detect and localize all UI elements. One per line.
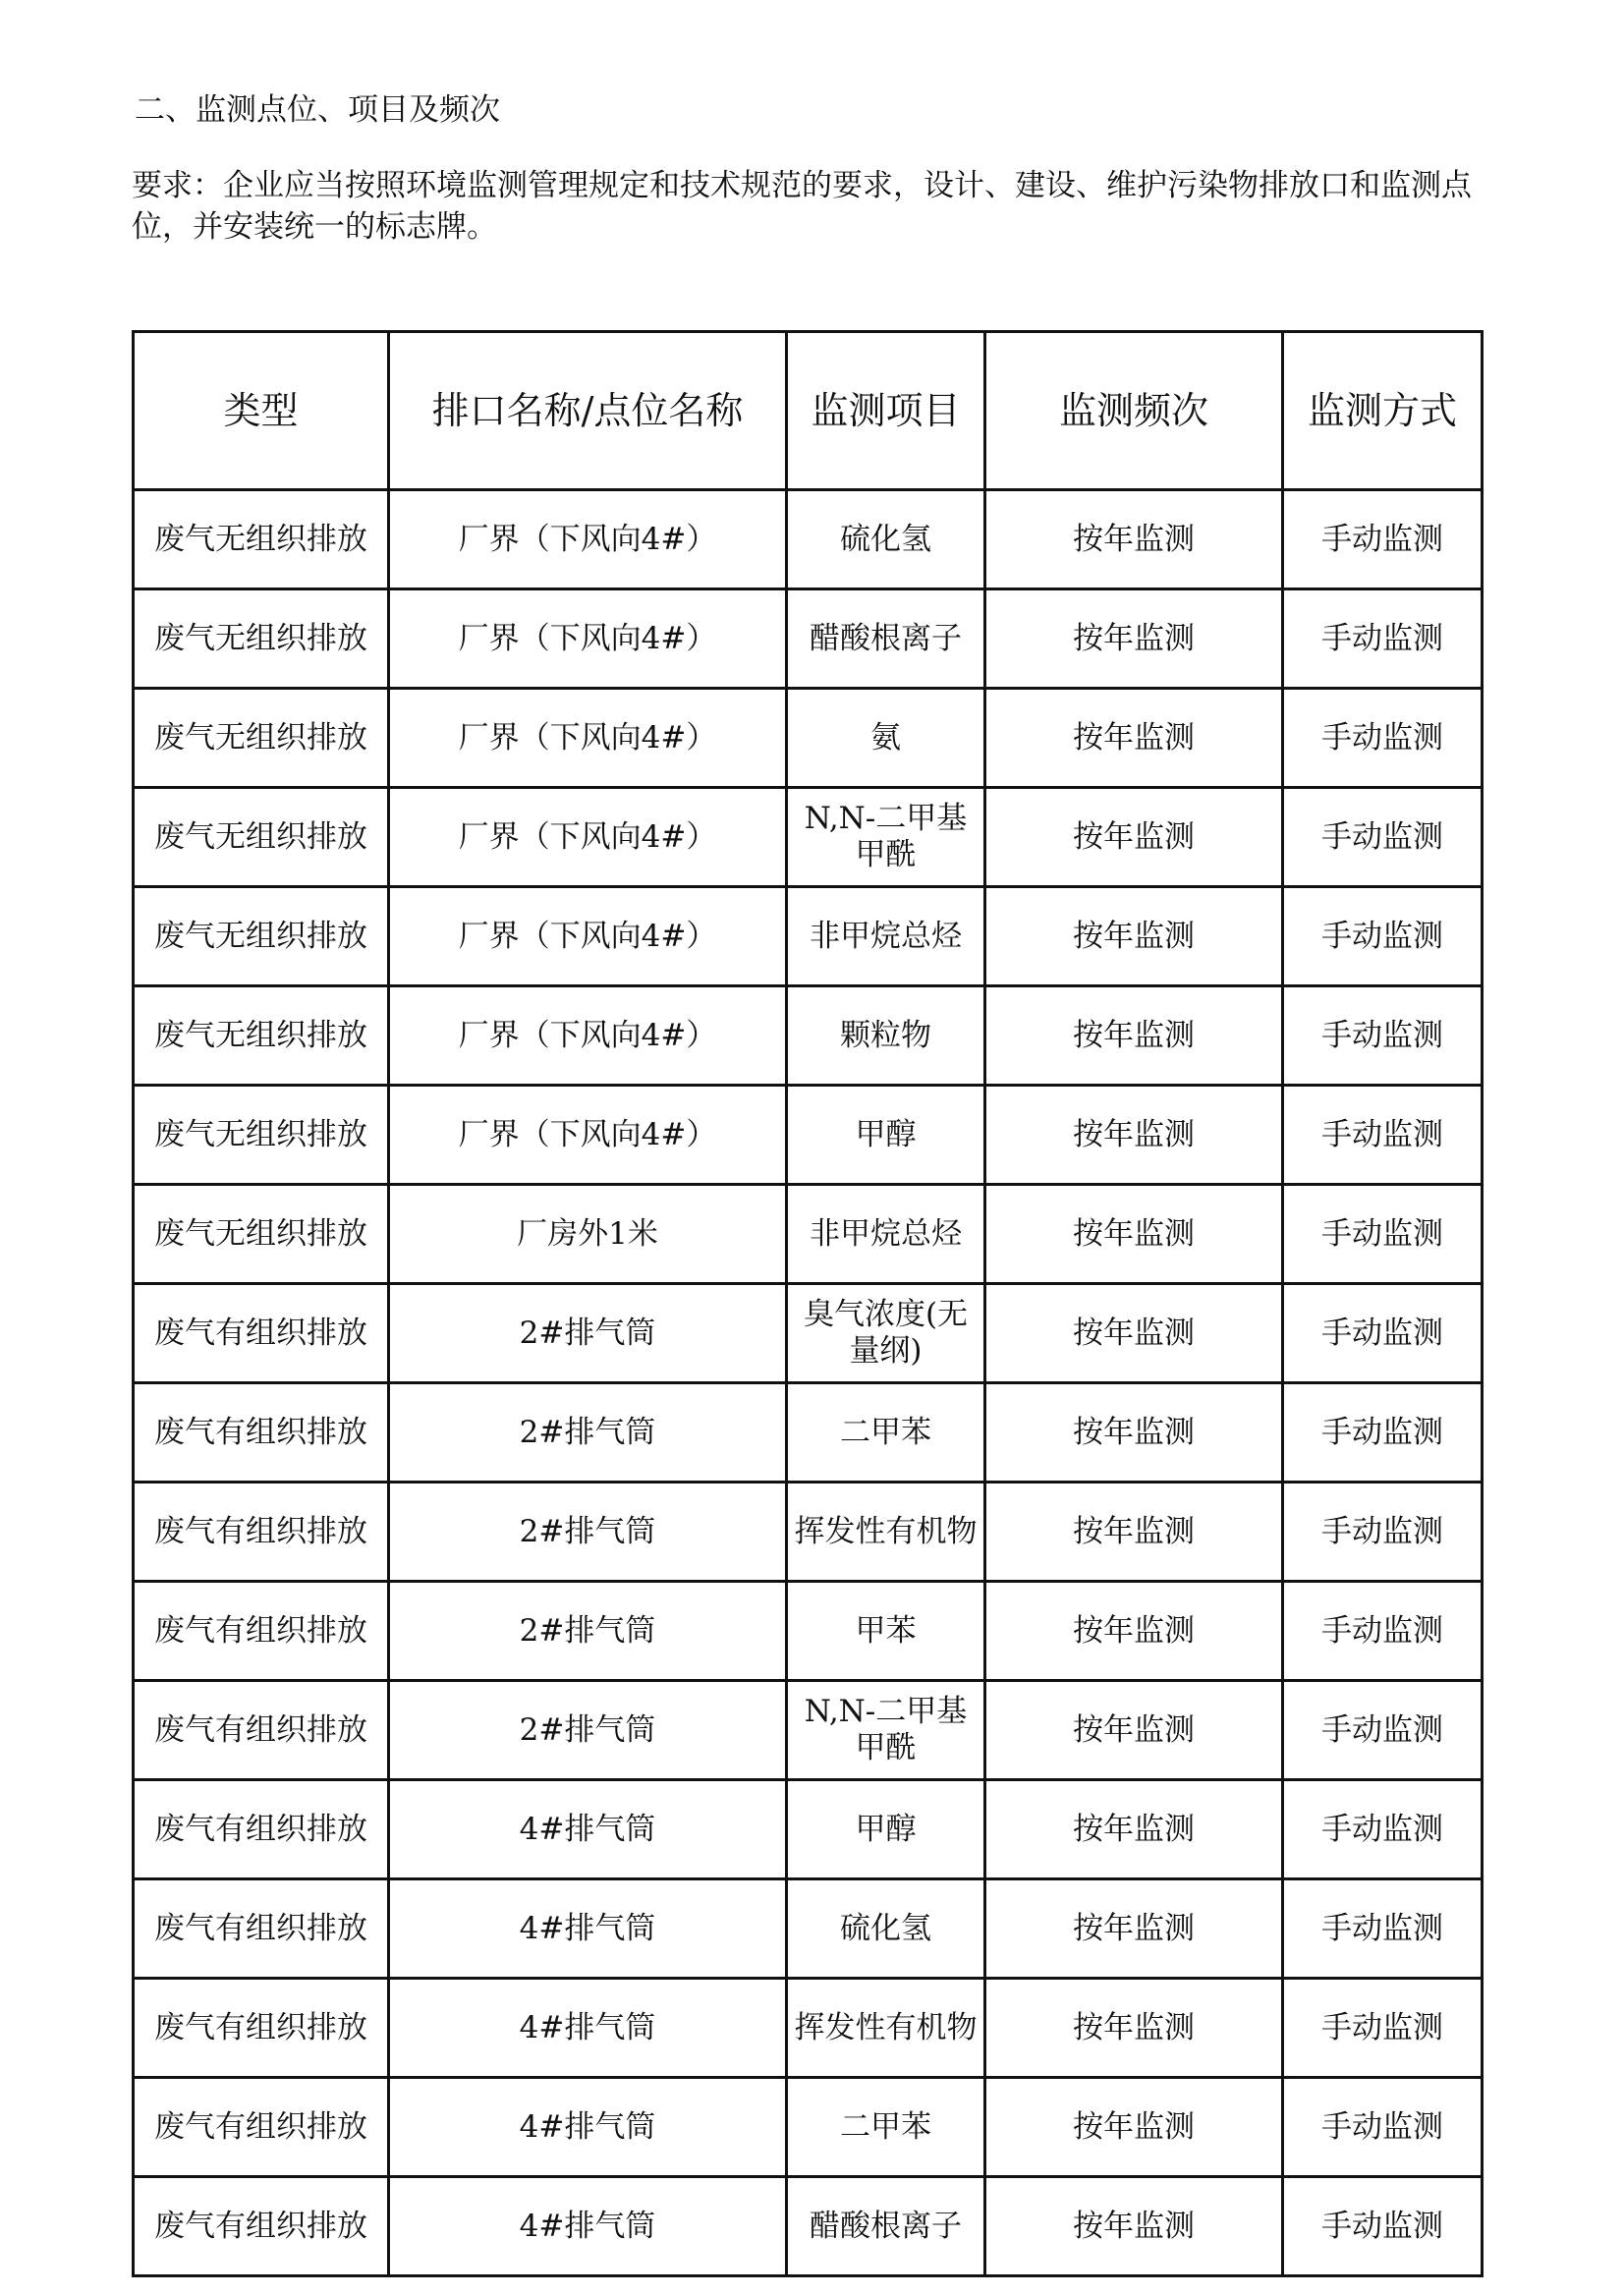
table-row <box>134 1284 1483 1383</box>
table-row <box>134 1681 1483 1780</box>
table-row <box>134 1185 1483 1284</box>
cell-outlet-name: 厂界（下风向4#） <box>389 887 787 986</box>
cell-type: 废气有组织排放 <box>134 2177 389 2276</box>
cell-outlet-name: 厂界（下风向4#） <box>389 788 787 887</box>
cell-item: 氨 <box>787 689 985 788</box>
cell-method: 手动监测 <box>1283 1483 1483 1582</box>
cell-item: 臭气浓度(无量纲) <box>787 1284 985 1383</box>
cell-frequency: 按年监测 <box>985 689 1283 788</box>
cell-method: 手动监测 <box>1283 1383 1483 1483</box>
cell-outlet-name: 4#排气筒 <box>389 2078 787 2177</box>
cell-type: 废气无组织排放 <box>134 490 389 589</box>
cell-outlet-name: 2#排气筒 <box>389 1582 787 1681</box>
cell-frequency: 按年监测 <box>985 1284 1283 1383</box>
cell-frequency: 按年监测 <box>985 986 1283 1086</box>
table-row <box>134 1979 1483 2078</box>
cell-type: 废气无组织排放 <box>134 788 389 887</box>
cell-type: 废气有组织排放 <box>134 1780 389 1879</box>
header-outlet-name: 排口名称/点位名称 <box>389 332 787 490</box>
cell-type: 废气有组织排放 <box>134 2078 389 2177</box>
cell-method: 手动监测 <box>1283 490 1483 589</box>
cell-type: 废气有组织排放 <box>134 1681 389 1780</box>
cell-method: 手动监测 <box>1283 788 1483 887</box>
cell-outlet-name: 4#排气筒 <box>389 1979 787 2078</box>
cell-method: 手动监测 <box>1283 1681 1483 1780</box>
monitoring-table <box>132 330 1484 2277</box>
cell-type: 废气无组织排放 <box>134 1086 389 1185</box>
cell-frequency: 按年监测 <box>985 1582 1283 1681</box>
cell-type: 废气有组织排放 <box>134 1879 389 1979</box>
cell-outlet-name: 2#排气筒 <box>389 1483 787 1582</box>
cell-type: 废气无组织排放 <box>134 887 389 986</box>
cell-frequency: 按年监测 <box>985 1879 1283 1979</box>
cell-frequency: 按年监测 <box>985 887 1283 986</box>
cell-type: 废气无组织排放 <box>134 1185 389 1284</box>
table-row <box>134 589 1483 689</box>
cell-item: 硫化氢 <box>787 490 985 589</box>
cell-item: 非甲烷总烃 <box>787 887 985 986</box>
cell-frequency: 按年监测 <box>985 1185 1283 1284</box>
cell-item: N,N-二甲基甲酰 <box>787 788 985 887</box>
cell-frequency: 按年监测 <box>985 1780 1283 1879</box>
cell-item: 非甲烷总烃 <box>787 1185 985 1284</box>
cell-method: 手动监测 <box>1283 887 1483 986</box>
table-row <box>134 788 1483 887</box>
table-row <box>134 2078 1483 2177</box>
header-method: 监测方式 <box>1283 332 1483 490</box>
header-type: 类型 <box>134 332 389 490</box>
cell-frequency: 按年监测 <box>985 1979 1283 2078</box>
cell-method: 手动监测 <box>1283 689 1483 788</box>
cell-method: 手动监测 <box>1283 1979 1483 2078</box>
cell-item: 二甲苯 <box>787 2078 985 2177</box>
cell-item: 甲苯 <box>787 1582 985 1681</box>
cell-frequency: 按年监测 <box>985 1086 1283 1185</box>
cell-type: 废气有组织排放 <box>134 1979 389 2078</box>
cell-outlet-name: 2#排气筒 <box>389 1681 787 1780</box>
header-frequency: 监测频次 <box>985 332 1283 490</box>
cell-frequency: 按年监测 <box>985 2078 1283 2177</box>
cell-method: 手动监测 <box>1283 1086 1483 1185</box>
cell-method: 手动监测 <box>1283 2177 1483 2276</box>
table-row <box>134 1582 1483 1681</box>
cell-frequency: 按年监测 <box>985 1681 1283 1780</box>
cell-item: 甲醇 <box>787 1780 985 1879</box>
table-row <box>134 1086 1483 1185</box>
cell-method: 手动监测 <box>1283 1582 1483 1681</box>
cell-method: 手动监测 <box>1283 589 1483 689</box>
cell-frequency: 按年监测 <box>985 788 1283 887</box>
header-item: 监测项目 <box>787 332 985 490</box>
table-row <box>134 1879 1483 1979</box>
table-row <box>134 2177 1483 2276</box>
cell-frequency: 按年监测 <box>985 2177 1283 2276</box>
table-row <box>134 986 1483 1086</box>
cell-type: 废气有组织排放 <box>134 1483 389 1582</box>
cell-outlet-name: 厂界（下风向4#） <box>389 1086 787 1185</box>
cell-outlet-name: 厂房外1米 <box>389 1185 787 1284</box>
cell-outlet-name: 4#排气筒 <box>389 1780 787 1879</box>
cell-method: 手动监测 <box>1283 986 1483 1086</box>
cell-method: 手动监测 <box>1283 1185 1483 1284</box>
cell-item: 醋酸根离子 <box>787 589 985 689</box>
table-header-row <box>134 332 1483 490</box>
cell-type: 废气有组织排放 <box>134 1383 389 1483</box>
cell-item: 挥发性有机物 <box>787 1483 985 1582</box>
cell-outlet-name: 4#排气筒 <box>389 1879 787 1979</box>
table-row <box>134 490 1483 589</box>
cell-item: 二甲苯 <box>787 1383 985 1483</box>
cell-outlet-name: 厂界（下风向4#） <box>389 986 787 1086</box>
table-row <box>134 689 1483 788</box>
cell-outlet-name: 2#排气筒 <box>389 1284 787 1383</box>
cell-outlet-name: 2#排气筒 <box>389 1383 787 1483</box>
table-row <box>134 887 1483 986</box>
table-row <box>134 1483 1483 1582</box>
cell-type: 废气有组织排放 <box>134 1582 389 1681</box>
cell-frequency: 按年监测 <box>985 589 1283 689</box>
cell-item: N,N-二甲基甲酰 <box>787 1681 985 1780</box>
cell-outlet-name: 厂界（下风向4#） <box>389 490 787 589</box>
cell-frequency: 按年监测 <box>985 490 1283 589</box>
cell-outlet-name: 4#排气筒 <box>389 2177 787 2276</box>
cell-method: 手动监测 <box>1283 1780 1483 1879</box>
cell-frequency: 按年监测 <box>985 1483 1283 1582</box>
cell-frequency: 按年监测 <box>985 1383 1283 1483</box>
cell-item: 硫化氢 <box>787 1879 985 1979</box>
cell-type: 废气无组织排放 <box>134 589 389 689</box>
requirement-paragraph: 要求：企业应当按照环境监测管理规定和技术规范的要求，设计、建设、维护污染物排放口和监测点位，并安装统一的标志牌。 <box>132 168 1472 245</box>
cell-item: 挥发性有机物 <box>787 1979 985 2078</box>
section-title: 二、监测点位、项目及频次 <box>135 92 500 128</box>
cell-type: 废气有组织排放 <box>134 1284 389 1383</box>
table-row <box>134 1383 1483 1483</box>
cell-type: 废气无组织排放 <box>134 689 389 788</box>
cell-item: 甲醇 <box>787 1086 985 1185</box>
cell-method: 手动监测 <box>1283 1879 1483 1979</box>
cell-type: 废气无组织排放 <box>134 986 389 1086</box>
cell-method: 手动监测 <box>1283 2078 1483 2177</box>
cell-item: 醋酸根离子 <box>787 2177 985 2276</box>
cell-outlet-name: 厂界（下风向4#） <box>389 689 787 788</box>
table-row <box>134 1780 1483 1879</box>
cell-outlet-name: 厂界（下风向4#） <box>389 589 787 689</box>
cell-method: 手动监测 <box>1283 1284 1483 1383</box>
cell-item: 颗粒物 <box>787 986 985 1086</box>
